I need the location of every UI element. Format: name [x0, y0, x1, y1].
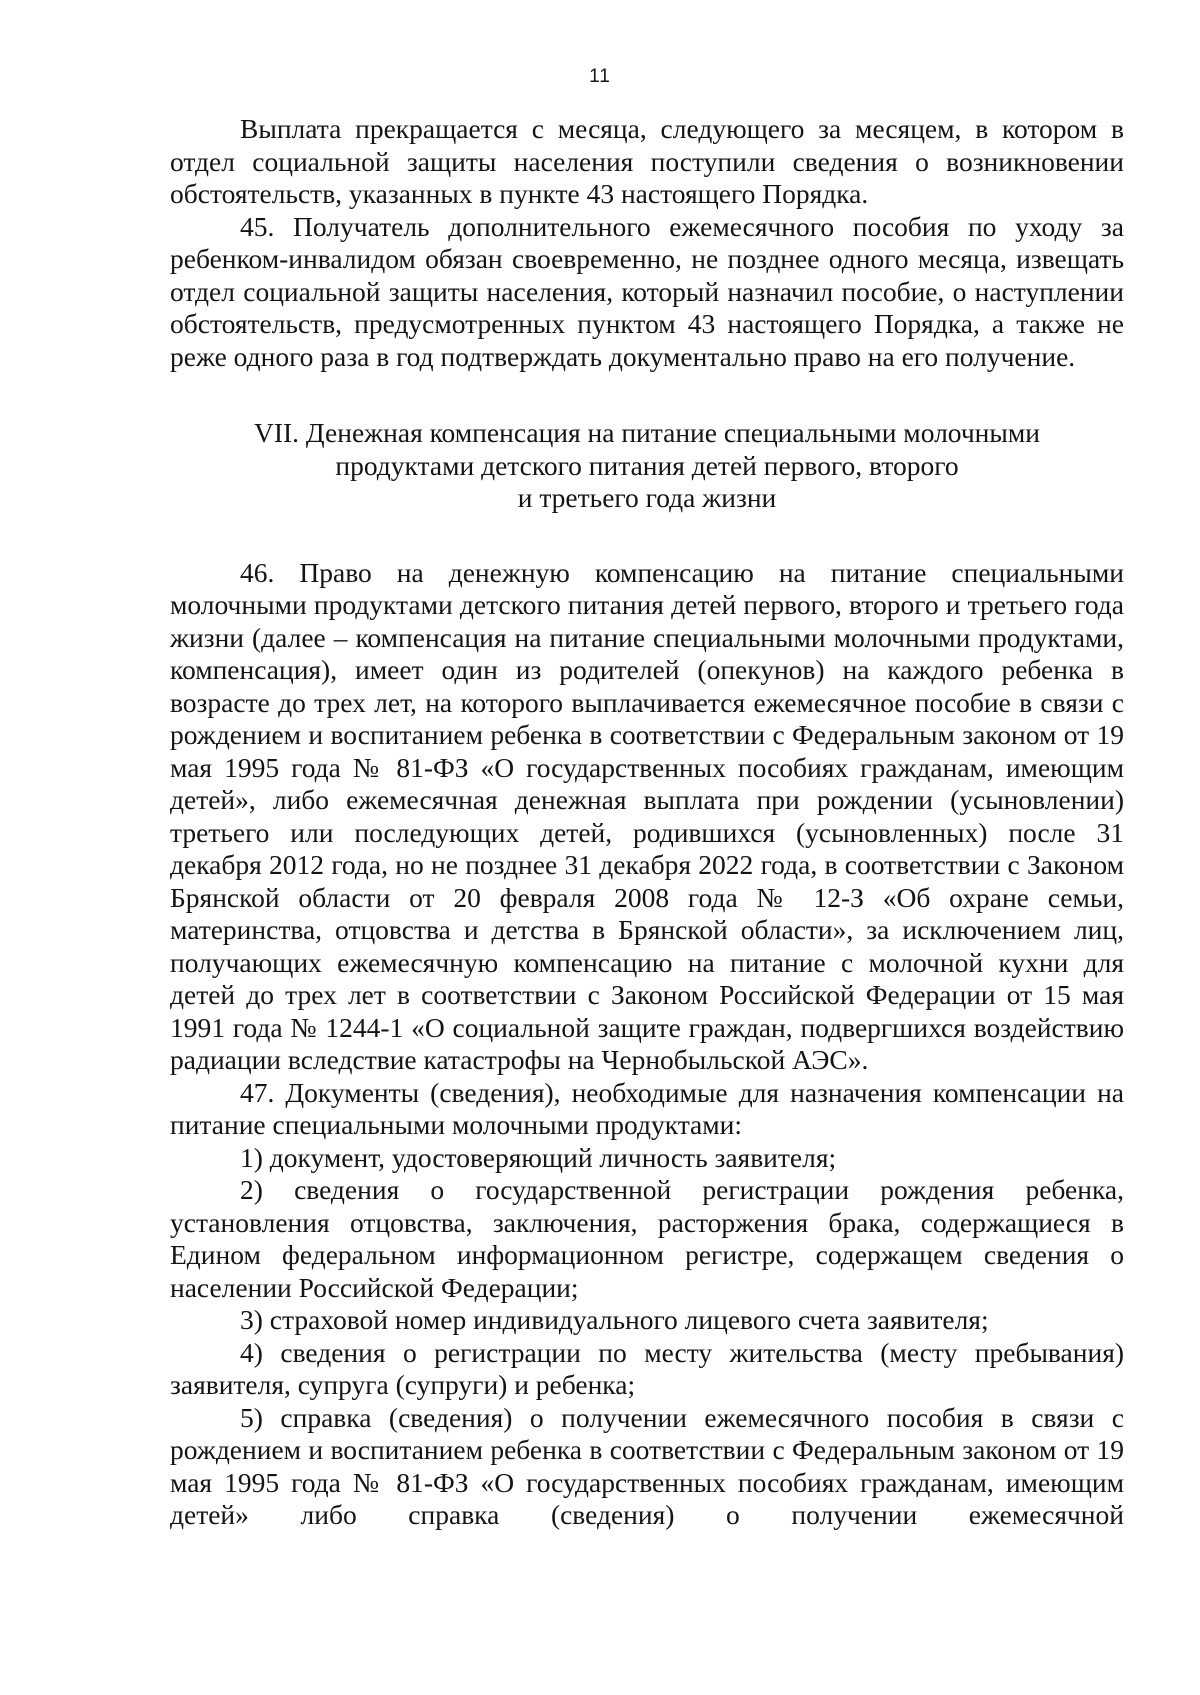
paragraph-46: 46. Право на денежную компенсацию на питание специальными молочными продуктами детского питания детей первого, второго и третьего года жизни (далее – компенсация на питание специальными молочными продуктами, компенсация), имеет один из родителей (опекунов) на каждого ребенка в возрасте до трех лет, на которого выплачивается ежемесячное пособие в связи с рождением и воспитанием ребенка в соответствии с Федеральным законом от 19 мая 1995 года № 81-ФЗ «О государственных пособиях гражданам, имеющим детей», либо ежемесячная денежная выплата при рождении (усыновлении) третьего или последующих детей, родившихся (усыновленных) после 31 декабря 2012 года, но не позднее 31 декабря 2022 года, в соответствии с Законом Брянской области от 20 февраля 2008 года № 12-З «Об охране семьи, материнства, отцовства и детства в Брянской области», за исключением лиц, получающих ежемесячную компенсацию на питание с молочной кухни для детей до трех лет в соответствии с Законом Российской Федерации от 15 мая 1991 года № 1244-1 «О социальной защите граждан, подвергшихся воздействию радиации вследствие катастрофы на Чернобыльской АЭС».	[170, 556, 1124, 1075]
section-heading-line-1: VII. Денежная компенсация на питание специальными молочными	[254, 417, 1040, 448]
paragraph-47: 47. Документы (сведения), необходимые для назначения компенсации на питание специальными молочными продуктами:	[170, 1076, 1124, 1140]
document-body	[170, 113, 1124, 1532]
list-item-3: 3) страховой номер индивидуального лицевого счета заявителя;	[240, 1304, 989, 1335]
paragraph-payment-termination: Выплата прекращается с месяца, следующего за месяцем, в котором в отдел социальной защиты населения поступили сведения о возникновении обстоятельств, указанных в пункте 43 настоящего Порядка.	[170, 113, 1124, 209]
section-heading	[170, 417, 1124, 515]
list-item-2: 2) сведения о государственной регистрации рождения ребенка, установления отцовства, заключения, расторжения брака, содержащиеся в Едином федеральном информационном регистре, содержащем сведения о населении Российской Федерации;	[170, 1174, 1124, 1303]
section-heading-line-2: продуктами детского питания детей первого, второго	[335, 449, 959, 481]
section-heading-line-3: и третьего года жизни	[517, 482, 777, 513]
page-number: 11	[589, 66, 611, 87]
paragraph-45: 45. Получатель дополнительного ежемесячного пособия по уходу за ребенком-инвалидом обязан своевременно, не позднее одного месяца, извещать отдел социальной защиты населения, который назначил пособие, о наступлении обстоятельств, предусмотренных пунктом 43 настоящего Порядка, а также не реже одного раза в год подтверждать документально право на его получение.	[170, 210, 1124, 372]
list-item-1: 1) документ, удостоверяющий личность заявителя;	[240, 1141, 837, 1173]
list-item-4: 4) сведения о регистрации по месту жительства (месту пребывания) заявителя, супруга (супруги) и ребенка;	[170, 1336, 1124, 1400]
list-item-5: 5) справка (сведения) о получении ежемесячного пособия в связи с рождением и воспитанием ребенка в соответствии с Федеральным законом от 19 мая 1995 года № 81-ФЗ «О государственных пособиях гражданам, имеющим детей» либо справка (сведения) о получении ежемесячной	[170, 1401, 1124, 1530]
